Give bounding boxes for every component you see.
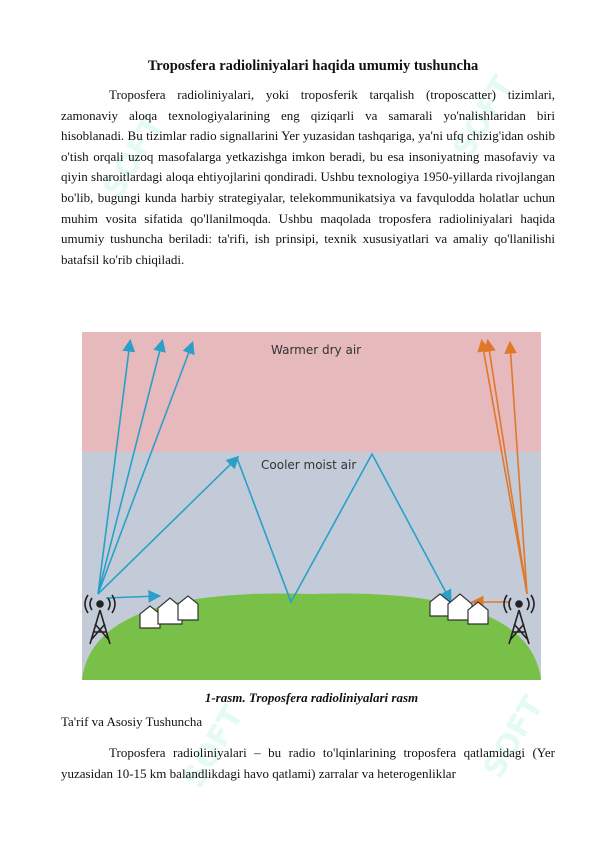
svg-text:SOFT: SOFT [476, 690, 551, 784]
section-paragraph: Troposfera radioliniyalari – bu radio to'lqinlarining troposfera qatlamidagi (Yer yuzasidan 10-15 km balandlikdagi havo qatlami) zarralar va heterogenliklar [61, 745, 555, 781]
section-heading: Ta'rif va Asosiy Tushuncha [61, 714, 203, 729]
page-title: Troposfera radioliniyalari haqida umumiy tushuncha [147, 58, 479, 74]
svg-text:SOFT: SOFT [176, 700, 251, 794]
upper-layer-label: Warmer dry air [271, 343, 362, 357]
intro-paragraph: Troposfera radioliniyalari, yoki troposferik tarqalish (troposcatter) tizimlari, zamonaviy aloqa texnologiyalarining eng qiziqarli va samarali yo'nalishlaridan biri hisoblanadi. Bu tizimlar radio signallarini Yer yuzasidan tashqariga, ya'ni ufq chizig'idan oshib o'tish orqali uzoq masofalarga yetkazishga imkon beradi, bu esa insoniyatning masofaviy va qiyin sharoitlardagi aloqa ehtiyojlarini qondiradi. Ushbu texnologiya 1950-yillarda rivojlangan bo'lib, bugungi kunda harbiy strategiyalar, telekommunikatsiya va favqulodda holatlar uchun muhim vosita sifatida qo'llanilmoqda. Ushbu maqolada troposfera radioliniyalari haqida umumiy tushuncha beriladi: ta'rifi, ish prinsipi, texnik xususiyatlari va amaliy qo'llanilishi batafsil ko'rib chiqiladi. [61, 87, 555, 267]
figure-caption: 1-rasm. Troposfera radioliniyalari rasm [204, 690, 419, 705]
lower-layer-label: Cooler moist air [261, 458, 357, 472]
troposcatter-figure [82, 332, 541, 680]
svg-text:SOFT: SOFT [96, 110, 171, 204]
svg-text:SOFT: SOFT [446, 70, 521, 164]
